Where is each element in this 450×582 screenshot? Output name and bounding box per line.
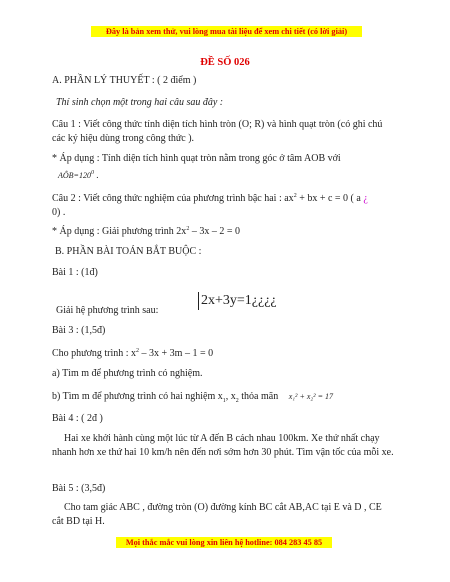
bai-3-part-a: a) Tìm m để phương trình có nghiệm. xyxy=(52,368,203,379)
part-b-heading: B. PHẦN BÀI TOÁN BẮT BUỘC : xyxy=(55,246,202,257)
bottom-banner: Mọi thắc mắc vui lòng xin liên hệ hotline: 084 283 45 85 xyxy=(116,537,332,548)
bai-4-heading: Bài 4 : ( 2đ ) xyxy=(52,413,103,424)
question-2: Câu 2 : Viết công thức nghiệm của phương trình bậc hai : $ax^2$ + bx + c = 0 ( a ¿ 0) . xyxy=(52,193,368,218)
bai-3-part-b: b) Tìm m để phương trình có hai nghiệm $x_1$, $x_2$ thỏa mãn x₁² + x₂² = 17 xyxy=(52,391,333,404)
bai-1-text: Giải hệ phương trình sau: xyxy=(56,305,159,316)
equation-system: 2x+3y=1¿¿¿¿ xyxy=(198,292,277,310)
part-a-heading: A. PHẦN LÝ THUYẾT : ( 2 điểm ) xyxy=(52,75,197,86)
top-banner: Đây là bản xem thử, vui lòng mua tài liệu để xem chi tiết (có lời giải) xyxy=(91,26,362,37)
bai-1-heading: Bài 1 : (1đ) xyxy=(52,267,98,278)
condition-formula: x₁² + x₂² = 17 xyxy=(288,392,333,401)
unknown-symbol: ¿ xyxy=(363,193,368,204)
application-2: * Áp dụng : Giải phương trình $2x^2 - 3x - 2 = 0$ xyxy=(52,226,240,237)
application-1: * Áp dụng : Tính diện tích hình quạt tròn nằm trong góc ở tâm AOB với xyxy=(52,153,341,164)
bai-5-text: Cho tam giác ABC , đường tròn (O) đường kính BC cắt AB,AC tại E và D , CE cắt BD tại H. xyxy=(52,502,382,527)
bai-3-heading: Bài 3 : (1,5đ) xyxy=(52,325,106,336)
bai-5-heading: Bài 5 : (3,5đ) xyxy=(52,483,106,494)
application-1-formula: $AÔB=120^0$ . xyxy=(58,170,99,180)
instruction: Thí sinh chọn một trong hai câu sau đây : xyxy=(56,97,224,108)
exam-title: ĐỀ SỐ 026 xyxy=(200,57,250,68)
bai-4-text: Hai xe khởi hành cùng một lúc từ A đến B cách nhau 100km. Xe thứ nhất chạy nhanh hơn xe thứ hai 10 km/h nên đến nơi sớm hơn 30 phút. Tìm vận tốc của mỗi xe. xyxy=(52,433,394,458)
bai-3-equation: Cho phương trình : $x^2 - 3x + 3m - 1 = 0$ xyxy=(52,348,214,359)
question-1: Câu 1 : Viết công thức tính diện tích hình tròn (O; R) và hình quạt tròn (có ghi chú các ký hiệu dùng trong công thức ). xyxy=(52,119,383,144)
